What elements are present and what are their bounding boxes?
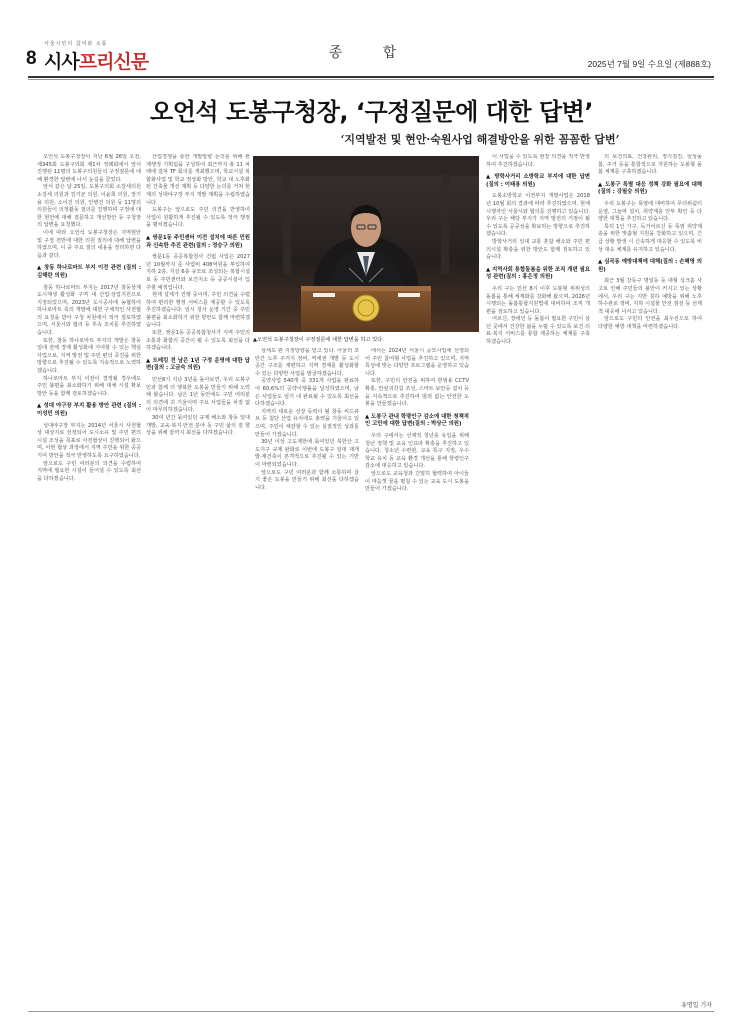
section-heading: ▲ 지역사회 통합돌봄을 위한 조직 개편 필요성 관련(질의 : 홍은정 의원) [486, 266, 590, 281]
paragraph: 앞으로도 구민 여러분과 함께 소통하며 살기 좋은 도봉을 만들기 위해 최선을 다하겠습니다. [255, 469, 359, 491]
logo-text-a: 시사 [44, 52, 79, 73]
paragraph: 상세도 관 지정방향을 얻고 있다. 아울러 조만간 노후 주거지 정비, 역세권 개발 등 도시 공간 구조를 재편하고 지역 경제를 활성화할 수 있는 다양한 사업을 발굴하겠습니다. [255, 348, 359, 377]
article-column-2 [146, 154, 250, 990]
paragraph: 성대야구장 부지는 2014년 서울시 사전협상 대상지로 선정되어 도시소유 및 주민 편의시설 조성을 목표로 사전협상이 진행되어 왔으며, 이번 협상 과정에서 지역 주민을 위한 공공기여 방안을 적극 반영하도록 요구하였습니다. [37, 422, 141, 459]
article-column-6 [598, 154, 702, 990]
article-subhead: ‘지역발전 및 현안·숙원사업 해결방안을 위한 꼼꼼한 답변’ [340, 133, 620, 146]
paragraph: 쌍문1동 공공복합청사 건립 사업은 2027년 10월까지 준 사업비 408억원을 투입하여 지하 2층, 지상 6층 규모로 조성되는 복합시설로 동 주민센터와 보건지소 등 공공시설이 입주할 예정입니다. [146, 254, 250, 291]
page-number: 8 [26, 48, 37, 69]
section-heading: ▲ 도봉구 특별 대응 정책 강화 필요에 대해(질의 : 강필승 의원) [598, 181, 702, 196]
logo-kicker: 서울시민의 참여와 소통 [44, 41, 108, 47]
paragraph: 우리 구는 민선 8기 이후 도봉형 위위성의 돌봄을 통해 체계화를 강화해 왔으며, 2026년 시행되는 돌봄통합지원법에 대비하여 조직 개편을 검토하고 있습니다. [486, 285, 590, 315]
section-heading: ▲ 심곡동 예방대책에 대해(질의 : 손혜영 의원) [598, 259, 702, 273]
article-column-1 [37, 154, 141, 990]
paragraph: 의 보건의료, 건강관리, 정기검진, 일상돌봄, 주거 등을 통합적으로 지원하는 도봉형 돌봄 체계를 구축하겠습니다. [598, 154, 702, 176]
article-column-3 [255, 348, 359, 990]
paragraph: 30여 년간 묶여있던 규제 해소와 창동 일대 개발, 교육·복지·안전 분야 등 구민 삶의 질 향상을 위해 끝까지 최선을 다하겠습니다. [146, 415, 250, 437]
article-headline: 오언석 도봉구청장, ‘구정질문에 대한 답변’ [150, 98, 593, 126]
article-column-4 [365, 348, 469, 990]
paragraph: 또한, 창동 하나로마트 부지의 개발은 창동 일대 전체 경제 활성화에 기여할 수 있는 핵심 사업으로, 지역 발전 및 주민 편의 증진을 위한 방향으로 추진될 수 있도록 지속적으로 노력하겠습니다. [37, 337, 141, 375]
paragraph: 오언석 도봉구청장이 지난 6월 26일 오전, 제345회 도봉구의회 제1차 정례회에서 앞서 진행된 11명의 도봉구의원들의 구정질문에 대해 환경한 답변에 나서 눈길을 끌었다. [37, 154, 141, 183]
paragraph: 이에 따라 오언석 도봉구청장은 지역현안 및 구정 전반에 대한 의원 질의에 대해 답변을 하였으며, 이 중 주요 질의 내용을 정리하면 다음과 같다. [37, 229, 141, 259]
masthead-rule [28, 76, 714, 78]
podium-speaker-photo [253, 156, 479, 332]
section-heading: ▲ 성대 야구장 부지 활용 방안 관련 (질의 : 이성민 의원) [37, 403, 141, 417]
paragraph: 우리 구에서는 선제적 청년층 유입을 위해 청년 정책 및 교육 인프라 확충을 추진하고 있습니다. 청소년 수련관, 교육 특구 지정, 우수 학교 유치 등 교육 환경 개선을 통해 학령인구 감소에 대응하고 있습니다. [365, 432, 469, 470]
masthead-rule-thin [28, 79, 714, 80]
paragraph: 30년 이상 고도제한에 묶여있던 북한산 고도지구 규제 완화로 이번에 도봉구 일대 재개발·재건축이 본격적으로 추진될 수 있는 기반이 마련되었습니다. [255, 439, 359, 468]
section-heading: ▲ 쌍문1동 주민센터 이전 설치에 따른 민원과 신속한 추진 관련(질의 : 정승구 의원) [146, 234, 250, 249]
section-heading: ▲ 트레킹 전 남은 1년 구정 운영에 대한 답변(질의 : 고금숙 의원) [146, 357, 250, 372]
paragraph: 이 사업을 수 있도록 현장 의견을 적극 반영하여 추진하겠습니다. [486, 154, 590, 168]
byline: 유명일 기자 [681, 1002, 712, 1009]
paragraph: 어르신, 장애인 등 돌봄이 필요한 구민이 살던 곳에서 건강한 삶을 누릴 수 있도록 보건·의료·복지 서비스를 통합 제공하는 체계를 구축하겠습니다. [486, 316, 590, 346]
section-title: 종 합 [328, 45, 415, 61]
paragraph: 지역의 새로운 성장 동력이 될 창동 씨드큐브 등 첨단 산업 유치에도 총력을 기울이고 있으며, 주민이 체감할 수 있는 실질적인 성과를 만들어 가겠습니다. [255, 408, 359, 438]
paragraph: 현재 설계가 진행 중이며, 주민 의견을 수렴하여 편리한 행정 서비스를 제공할 수 있도록 추진하겠습니다. 임시 청사 운영 기간 중 주민 불편을 최소화하기 위한 방안도 함께 마련하겠습니다. [146, 292, 250, 329]
paragraph: 도봉소방학교 이전부지 개발사업은 2018년 10월 회의 결과에 따라 추진하였으며, 현재 시행자인 서울시와 협의를 진행하고 있습니다. 우리 구는 해당 부지가 지역 발전의 거점이 될 수 있도록 공공성을 확보하는 방향으로 추진하겠습니다. [486, 193, 590, 238]
issue-date: 2025년 7월 9일 수요일 (제888호) [587, 59, 711, 69]
paragraph: 특히 1인 가구, 독거어르신 등 폭염 취약계층을 위한 맞춤형 지원을 강화하고 있으며, 긴급 상황 발생 시 신속하게 대응할 수 있도록 비상 대응 체계를 유지하고 있습니다. [598, 223, 702, 253]
paragraph: 하나로마트 부지 이전이 결정될 경우에도 주민 불편을 최소화하기 위해 대체 시설 확보 방안 등을 함께 검토하겠습니다. [37, 375, 141, 397]
article-column-5 [486, 154, 590, 990]
bottom-rule [28, 1011, 714, 1012]
paragraph: 또한, 구민의 안전을 위하여 방범용 CCTV 확충, 안심귀갓길 조성, 스마트 보안등 설치 등을 지속적으로 추진하여 범죄 없는 안전한 도봉을 만들겠습니다. [365, 378, 469, 408]
paragraph: 민선8기 지난 3년을 돌아보면, 우리 도봉구민과 함께 더 행복한 도봉을 만들기 위해 노력해 왔습니다. 남은 1년 동안에도 구민 여러분의 의견에 귀 기울이며 주요 사업들을 차질 없이 마무리하겠습니다. [146, 377, 250, 414]
paragraph: 에서는 2024년 서울시 공모사업에 선정되어 주민 참여형 사업을 추진하고 있으며, 지역 특성에 맞는 다양한 프로그램을 운영하고 있습니다. [365, 348, 469, 377]
article-photo [253, 156, 479, 332]
section-heading: ▲ 방학사거리 소방학교 부지에 대한 답변(질의 : 이태용 의원) [486, 174, 590, 188]
paragraph: 창동 하나로마트 부지는 2017년 창동상계 도시재생 활성화 구역 내 산업·상업지원으로 지정되었으며, 2023년 도시공사에 농협하여 하나로마트 측의 개발에 대한 구체적인 사전협의 요청을 받아 구청 차원에서 적극 검토하였으며, 서울시와 협의 등 후속 조치를 추진하였습니다. [37, 284, 141, 337]
paragraph: 앞으로도 구민의 안전을 최우선으로 하여 다양한 예방 대책을 마련하겠습니다. [598, 316, 702, 330]
paragraph: 우리 도봉구는 폭염에 대비하여 무더위쉼터 운영, 그늘막 설치, 취약계층 안부 확인 등 다양한 대책을 추진하고 있습니다. [598, 200, 702, 223]
paragraph: 앞서 같은 달 25일, 도봉구의회 소강세의원 소강세 의원과 김기균 의원, 이윤희 의원, 장기용 의원, 소이진 의원, 안병건 의원 등 11명의 의원들이 의정활동 질의를 진행하며 구정에 대한 현안에 대해 질문하고 개선방안 등 구청장의 답변을 요청했다. [37, 184, 141, 229]
paragraph: 방학사거리 일대 교통 혼잡 해소와 주민 편의시설 확충을 위한 방안도 함께 검토하고 있습니다. [486, 238, 590, 261]
paragraph: 최근 3월 강동구 명일동 등 대형 싱크홀 사고로 인해 주민들의 불안이 커지고 있는 상황에서, 우리 구는 지반 침하 예방을 위해 노후 하수관로 정비, 지하 시설물 안전 점검 등 선제적 대응에 나서고 있습니다. [598, 278, 702, 315]
masthead [0, 0, 743, 82]
paragraph: 앞으로도 구민 여러분의 의견을 수렴하여 지역에 필요한 시설이 들어설 수 있도록 최선을 다하겠습니다. [37, 460, 141, 482]
photo-caption: ▲오언석 도봉구청장이 구정질문에 대한 답변을 하고 있다. [253, 337, 384, 343]
paragraph: 앞으로도 교육청과 긴밀히 협력하여 아이들이 마음껏 꿈을 펼칠 수 있는 교육 도시 도봉을 만들어 가겠습니다. [365, 470, 469, 493]
paragraph: 또한, 쌍문1동 공공복합청사가 지역 주민의 소통과 화합의 공간이 될 수 있도록 최선을 다하겠습니다. [146, 330, 250, 352]
logo-text-b: 프리신문 [78, 52, 149, 73]
paragraph: 공약사업 540개 중 331개 사업을 완료하여 60.6%의 공약이행률을 달성하였으며, 남은 사업들도 임기 내 완료될 수 있도록 최선을 다하겠습니다. [255, 378, 359, 408]
section-heading: ▲ 도봉구 관내 학령인구 감소에 대한 청책적인 고민에 대한 답변(질의 : 박상근 의원) [365, 413, 469, 428]
paragraph: 도봉구는 앞으로도 주민 의견을 반영하여 사업이 원활하게 추진될 수 있도록 적극 행정을 펼치겠습니다. [146, 207, 250, 229]
paragraph: 산업경쟁을 통한 개발방향 논의를 위해 관계행정 기획팀을 구성하여 최근까지 총 11 차례에 걸쳐 TF 회의를 개최했으며, 학교시설 복합화사업 및 학교 정상화 방안, 학교 내 노후화된 건축물 개선 계획 등 다양한 논의를 거쳐 현재의 성대야구장 부지 개발 계획을 수립하였습니다. [146, 154, 250, 206]
section-heading: ▲ 창동 하나로마트 부지 이전 관련 (질의 : 김해란 의원) [37, 265, 141, 279]
